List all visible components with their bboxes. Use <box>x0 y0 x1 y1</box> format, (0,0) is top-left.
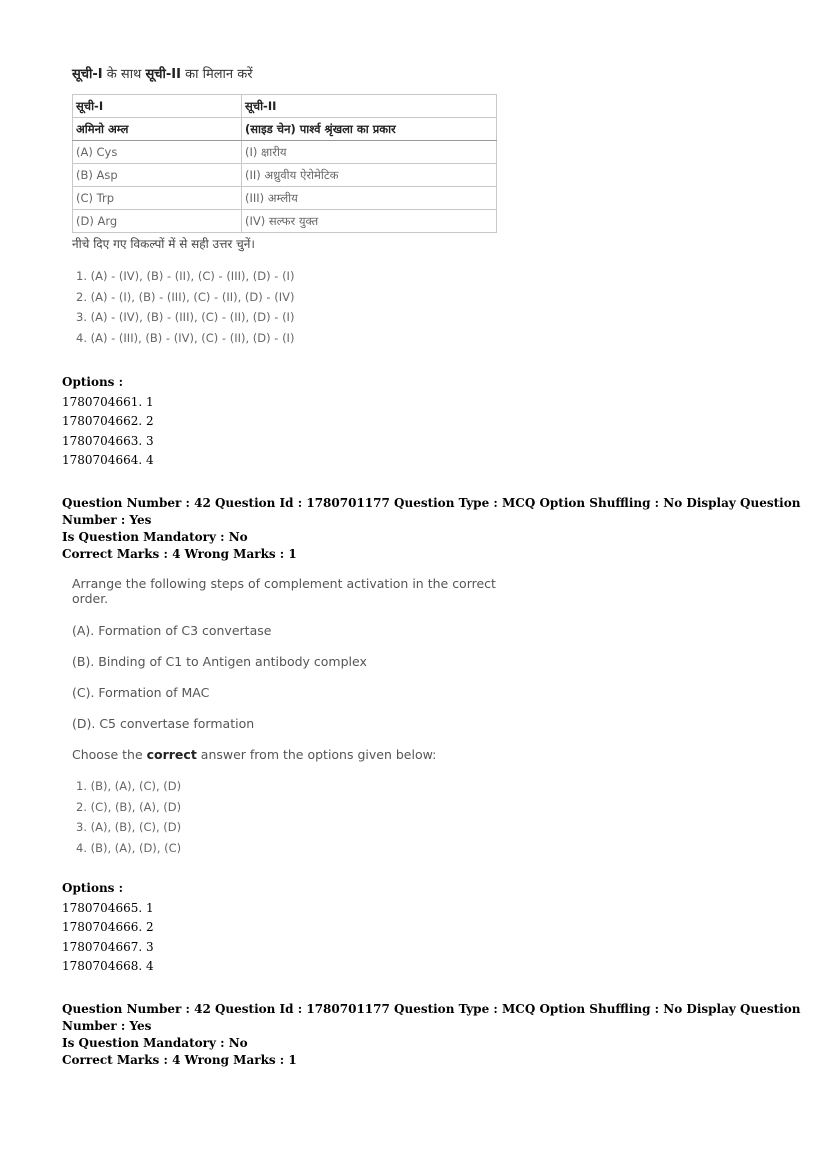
options-block-2 <box>62 879 154 977</box>
table-header-row: सूची-I सूची-II <box>73 95 497 118</box>
q1-choose-instruction: नीचे दिए गए विकल्पों में से सही उत्तर चुनें। <box>72 237 255 251</box>
q1-answer-list <box>76 266 512 348</box>
question-1-block <box>72 64 512 348</box>
table-row: (D) Arg (IV) सल्फर युक्त <box>73 210 497 233</box>
options-block-1 <box>62 373 154 471</box>
answer-choice: 1. (B), (A), (C), (D) <box>76 779 182 793</box>
option-id: 1780704666. 2 <box>62 920 154 934</box>
question-meta-2 <box>62 1001 826 1069</box>
answer-choice: 3. (A) - (IV), (B) - (III), (C) - (II), (D) - (I) <box>76 310 295 324</box>
option-id: 1780704667. 3 <box>62 939 154 954</box>
option-id: 1780704662. 2 <box>62 414 154 428</box>
q2-stem: Arrange the following steps of complement activation in the correct order. <box>72 576 496 606</box>
table-row: (A) Cys (I) क्षारीय <box>73 141 497 164</box>
table-row: (C) Trp (III) अम्लीय <box>73 187 497 210</box>
q2-answer-list <box>76 776 532 858</box>
answer-choice: 4. (B), (A), (D), (C) <box>76 840 182 855</box>
answer-choice: 2. (A) - (I), (B) - (III), (C) - (II), (D) - (IV) <box>76 289 295 304</box>
option-id: 1780704665. 1 <box>62 900 154 915</box>
answer-choice: 3. (A), (B), (C), (D) <box>76 820 182 834</box>
question-meta-line: Question Number : 42 Question Id : 1780701177 Question Type : MCQ Option Shuffling : No Display Question Number : Yes <box>62 1002 801 1033</box>
question-mandatory: Is Question Mandatory : No <box>62 1036 248 1050</box>
question-meta-1 <box>62 495 826 563</box>
option-id: 1780704668. 4 <box>62 959 154 973</box>
answer-choice: 4. (A) - (III), (B) - (IV), (C) - (II), (D) - (I) <box>76 330 295 345</box>
options-label: Options : <box>62 375 124 389</box>
q2-choose-instruction: Choose the correct answer from the options given below: <box>72 747 437 762</box>
option-id: 1780704661. 1 <box>62 394 154 409</box>
q2-step: (C). Formation of MAC <box>72 685 210 700</box>
option-id: 1780704663. 3 <box>62 433 154 448</box>
options-label: Options : <box>62 881 124 895</box>
question-marks: Correct Marks : 4 Wrong Marks : 1 <box>62 1053 297 1067</box>
match-table <box>72 94 497 233</box>
table-subheader-row: अमिनो अम्ल (साइड चेन) पार्श्व श्रृंखला का प्रकार <box>73 118 497 141</box>
q1-intro: सूची-I के साथ सूची-II का मिलान करें <box>72 67 253 82</box>
q2-step: (A). Formation of C3 convertase <box>72 623 272 638</box>
q2-step: (B). Binding of C1 to Antigen antibody complex <box>72 654 367 669</box>
question-marks: Correct Marks : 4 Wrong Marks : 1 <box>62 547 297 561</box>
q2-step: (D). C5 convertase formation <box>72 716 255 731</box>
table-row: (B) Asp (II) अध्रुवीय ऐरोमेटिक <box>73 164 497 187</box>
question-mandatory: Is Question Mandatory : No <box>62 530 248 544</box>
option-id: 1780704664. 4 <box>62 453 154 467</box>
question-meta-line: Question Number : 42 Question Id : 1780701177 Question Type : MCQ Option Shuffling : No Display Question Number : Yes <box>62 496 801 527</box>
question-2-block <box>72 576 532 858</box>
answer-choice: 1. (A) - (IV), (B) - (II), (C) - (III), (D) - (I) <box>76 269 295 283</box>
answer-choice: 2. (C), (B), (A), (D) <box>76 799 182 814</box>
